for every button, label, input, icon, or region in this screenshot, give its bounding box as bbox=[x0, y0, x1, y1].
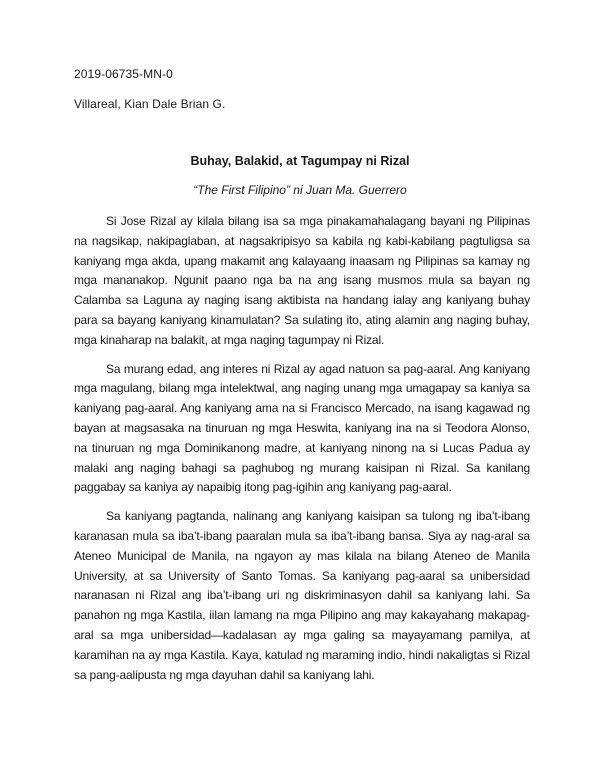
paragraph-education: Sa kaniyang pagtanda, nalinang ang kaniyang kaisipan sa tulong ng iba’t-ibang karanasan mula sa iba’t-ibang paaralan mula sa iba’t-ibang bansa. Siya ay nag-aral sa Ateneo Municipal de Manila, na ngayon ay mas kilala na bilang Ateneo de Manila University, at sa University of Santo Tomas. Sa kaniyang pag-aaral sa unibersidad naranasan ni Rizal ang iba’t-ibang uri ng diskriminasyon dahil sa kaniyang lahi. Sa panahon ng mga Kastila, iilan lamang na mga Pilipino ang may kakayahang makapag-aral sa mga unibersidad—kadalasan ay mga galing sa mayayamang pamilya, at karamihan na ay mga Kastila. Kaya, katulad ng maraming indio, hindi nakaligtas si Rizal sa pang-aalipusta ng mga dayuhan dahil sa kaniyang lahi. bbox=[74, 509, 530, 682]
student-name: Villareal, Kian Dale Brian G. bbox=[74, 97, 226, 111]
paragraph-intro: Si Jose Rizal ay kilala bilang isa sa mga pinakamahalagang bayani ng Pilipinas na nagsikap, nakipaglaban, at nagsakripisyo sa kabila ng kabi-kabilang pagtuligsa sa kaniyang mga akda, upang makamit ang kalayaang inaasam ng Pilipinas sa kamay ng mga mananakop. Ngunit paano nga ba na ang isang musmos mula sa bayan ng Calamba sa Laguna ay naging isang aktibista na handang ialay ang kaniyang buhay para sa bayang kaniyang kinamulatan? Sa sulating ito, ating alamin ang naging buhay, mga kinaharap na balakit, at mga naging tagumpay ni Rizal. bbox=[74, 214, 530, 347]
document-body bbox=[74, 212, 530, 694]
paragraph-early-life: Sa murang edad, ang interes ni Rizal ay agad natuon sa pag-aaral. Ang kaniyang mga magulang, bilang mga intelektwal, ang naging unang mga umagapay sa kaniya sa kaniyang pag-aaral. Ang kaniyang ama na si Francisco Mercado, na isang kagawad ng bayan at magsasaka na tinuruan ng mga Heswita, kaniyang ina na si Teodora Alonso, na tinuruan ng mga Dominikanong madre, at kaniyang ninong na si Lucas Padua ay malaki ang naging bahagi sa paghubog ng murang kaisipan ni Rizal. Sa kanilang paggabay sa kaniya ay napaibig itong pag-igihin ang kaniyang pag-aaral. bbox=[74, 361, 530, 495]
document-title: Buhay, Balakid, at Tagumpay ni Rizal bbox=[190, 154, 410, 168]
document-subtitle: “The First Filipino” ni Juan Ma. Guerrero bbox=[193, 183, 407, 197]
student-id: 2019-06735-MN-0 bbox=[74, 67, 173, 81]
